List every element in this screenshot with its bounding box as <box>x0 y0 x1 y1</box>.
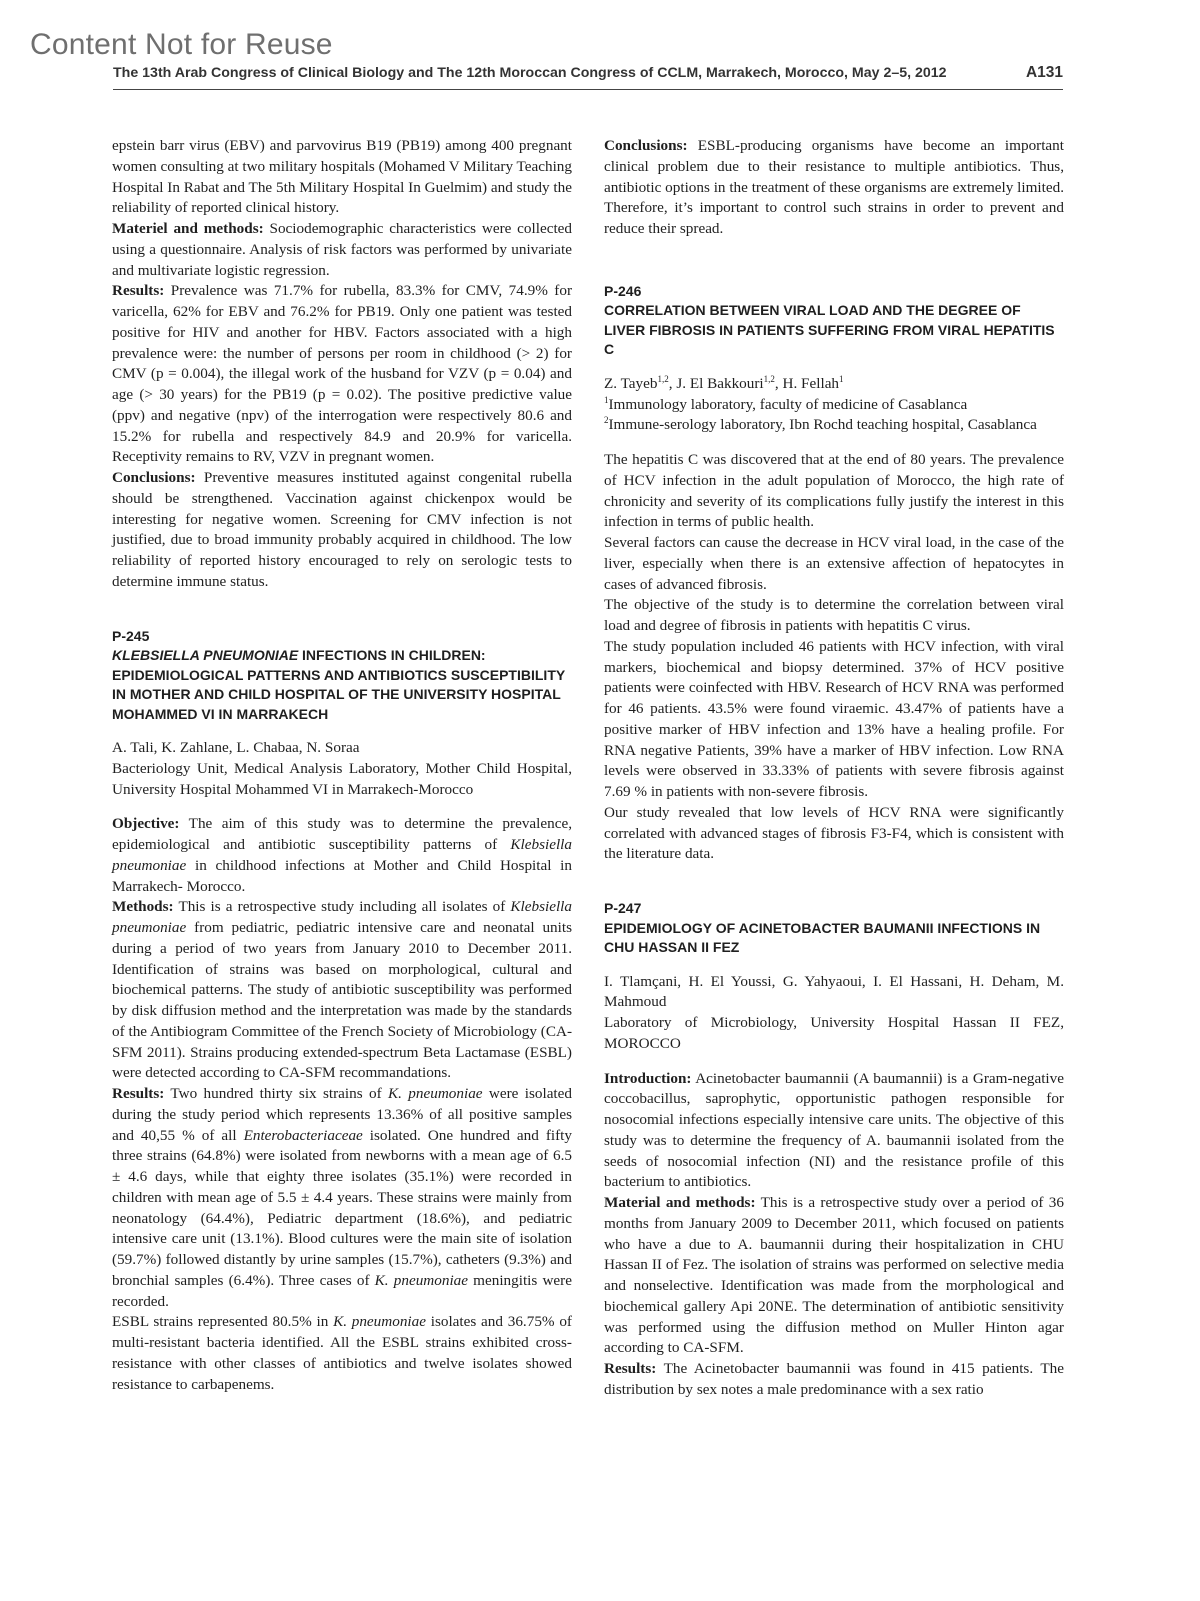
authors-p245: A. Tali, K. Zahlane, L. Chabaa, N. Soraa <box>112 739 360 756</box>
p245-methods <box>112 897 572 1084</box>
section-text: isolates and 36.75% of multi-resistant bacteria identified. All the ESBL strains exhibited cross-resistance with other classes of antibiotics and twelve isolates showed resistance to carbapenems. <box>112 1313 572 1393</box>
section-label: Objective: <box>112 815 180 833</box>
p246-paragraph-1: The hepatitis C was discovered that at the end of 80 years. The prevalence of HCV infection in the adult population of Morocco, the high rate of chronicity and severity of its complications fully justify the interest in this infection in terms of public health. <box>604 451 1064 531</box>
author-name: , J. El Bakkouri <box>668 374 764 392</box>
section-text: This is a retrospective study including all isolates of <box>178 898 511 916</box>
species-name: K. pneumoniae <box>388 1085 483 1102</box>
section-text: Two hundred thirty six strains of <box>170 1085 389 1102</box>
running-title: The 13th Arab Congress of Clinical Biology and The 12th Moroccan Congress of CCLM, Marrakech, Morocco, May 2–5, 2012 <box>113 65 947 81</box>
running-header <box>113 64 1063 82</box>
abstract-id-p245: P-245 <box>112 627 150 644</box>
section-label: Material and methods: <box>604 1194 756 1211</box>
abstract-title-p245 <box>112 646 572 724</box>
authors-p246 <box>604 374 1064 395</box>
section-text: This is a retrospective study over a period of 36 months from January 2009 to December 2011, which focused on patients who have a due to A. baumannii during their hospitalization in CHU Hassan II of Fez. The isolation of strains was performed on selective media and nonselective. Identification was made from the morphological and biochemical gallery Api 20NE. The determination of antibiotic sensitivity was performed using the diffusion method on Muller Hinton agar according to CA-SFM. <box>604 1194 1064 1357</box>
section-text: isolated. One hundred and fifty three strains (64.8%) were isolated from newborns with a mean age of 6.5 ± 4.6 days, while that eighty three isolates (35.1%) were recorded in children with mean age of 5.5 ± 4.4 years. These strains were mainly from neonatology (64.4%), Pediatric department (18.6%), and pediatric intensive care unit (13.1%). Blood cultures were the main site of isolation (59.7%) followed distantly by urine samples (15.7%), catheters (9.3%) and bronchial samples (6.4%). Three cases of <box>112 1126 572 1289</box>
left-column <box>112 136 572 1395</box>
abstract-title-p247: EPIDEMIOLOGY OF ACINETOBACTER BAUMANII INFECTIONS IN CHU HASSAN II FEZ <box>604 919 1041 955</box>
p245-esbl <box>112 1312 572 1395</box>
affiliation-text: Immunology laboratory, faculty of medicine of Casablanca <box>608 395 968 413</box>
section-text: meningitis were recorded. <box>112 1271 572 1310</box>
section-label: Conclusions: <box>112 469 196 486</box>
affiliation-marker: 1 <box>604 394 609 405</box>
section-text: The aim of this study was to determine the prevalence, epidemiological and antibiotic susceptibility patterns of <box>112 815 572 853</box>
authors-p247: I. Tlamçani, H. El Youssi, G. Yahyaoui, I. El Hassani, H. Deham, M. Mahmoud <box>604 972 1064 1011</box>
p246-paragraph-5: Our study revealed that low levels of HCV RNA were significantly correlated with advanced stages of fibrosis F3-F4, which is consistent with the literature data. <box>604 803 1064 863</box>
p246-paragraph-4: The study population included 46 patients with HCV infection, with viral markers, biochemical and biopsy determined. 37% of HCV positive patients were coinfected with HBV. Research of HCV RNA was performed for 46 patients. 43.5% were found viraemic. 43.47% of patients have a positive marker of HBV infection and 13% have a healing profile. For RNA negative Patients, 39% have a marker of HBV infection. Low RNA levels were observed in 33.33% of patients with severe fibrosis against 7.69 % in patients with non-severe fibrosis. <box>604 637 1064 800</box>
page-number: A131 <box>1025 64 1063 81</box>
section-text: Preventive measures instituted against congenital rubella should be strengthened. Vaccination against chickenpox would be interesting for negative women. Screening for CMV infection is not justified, due to broad immunity probably acquired in childhood. The low reliability of reported history encouraged to rely on serologic tests to determine immune status. <box>112 469 573 590</box>
section-text: Sociodemographic characteristics were collected using a questionnaire. Analysis of risk factors was performed by univariate and multivariate logistic regression. <box>112 220 572 279</box>
species-name: K. pneumoniae <box>333 1313 426 1331</box>
species-name: K. pneumoniae <box>374 1271 468 1289</box>
affiliation-marker: 1 <box>839 373 844 384</box>
species-name: Enterobacteriaceae <box>243 1126 363 1144</box>
section-text: Prevalence was 71.7% for rubella, 83.3% for CMV, 74.9% for varicella, 62% for EBV and 76.2% for PB19. Only one patient was tested positive for HIV and another for HBV. Factors associated with a high prevalence were: the number of persons per room in childhood (> 2) for CMV (p = 0.004), the illegal work of the husband for VZV (p = 0.04) and age (> 30 years) for the PB19 (p = 0.02). The positive predictive value (ppv) and negative (npv) of the interrogation were respectively 80.6 and 15.2% for rubella and respectively 84.9 and 20.9% for varicella. Receptivity remains to RV, VZV in pregnant women. <box>112 282 573 466</box>
affiliation-text: Immune-serology laboratory, Ibn Rochd teaching hospital, Casablanca <box>608 416 1037 434</box>
previous-abstract-methods <box>112 219 572 281</box>
p246-paragraph-2: Several factors can cause the decrease in HCV viral load, in the case of the liver, especially when there is an extensive affection of hepatocytes in cases of advanced fibrosis. <box>604 534 1064 593</box>
section-label: Conclusions: <box>604 137 688 154</box>
author-name: , H. Fellah <box>774 374 840 392</box>
p247-methods <box>604 1193 1064 1359</box>
section-text: ESBL-producing organisms have become an important clinical problem due to their resistance to multiple antibiotics. Thus, antibiotic options in the treatment of these organisms are extremely limited. Therefore, it’s important to control such strains in order to prevent and reduce their spread. <box>604 137 1064 237</box>
p246-paragraph-3: The objective of the study is to determine the correlation between viral load and degree of fibrosis in patients with hepatitis C virus. <box>604 596 1064 634</box>
affiliation-p247: Laboratory of Microbiology, University Hospital Hassan II FEZ, MOROCCO <box>604 1014 1064 1052</box>
watermark-text: Content Not for Reuse <box>30 28 333 61</box>
previous-abstract-results <box>112 281 572 468</box>
p245-results <box>112 1084 572 1312</box>
affiliation-p245: Bacteriology Unit, Medical Analysis Laboratory, Mother Child Hospital, University Hospital Mohammed VI in Marrakech-Morocco <box>112 759 572 798</box>
section-text: from pediatric, pediatric intensive care and neonatal units during a period of two years from January 2010 to December 2011. Identification of strains was based on morphological, cultural and biochemical patterns. The study of antibiotic susceptibility was performed by disk diffusion method and the interpretation was made by the standards of the Antibiogram Committee of the French Society of Microbiology (CA-SFM 2011). Strains producing extended-spectrum Beta Lactamase (ESBL) were detected according to CA-SFM recommandations. <box>112 919 572 1082</box>
title-italic: KLEBSIELLA PNEUMONIAE <box>112 647 299 663</box>
title-rest: INFECTIONS IN CHILDREN: EPIDEMIOLOGICAL PATTERNS AND ANTIBIOTICS SUSCEPTIBILITY IN MOTHER AND CHILD HOSPITAL OF THE UNIVERSITY HOSPITAL MOHAMMED VI IN MARRAKECH <box>112 647 565 722</box>
section-text: were isolated during the study period which represents 13.36% of all positive samples and 40,55 % of all <box>112 1085 572 1144</box>
affiliation-marker: 2 <box>604 415 609 426</box>
p245-conclusions <box>604 136 1064 240</box>
section-label: Introduction: <box>604 1069 692 1087</box>
affiliation-marker: 1,2 <box>763 373 775 384</box>
abstract-title-p246: CORRELATION BETWEEN VIRAL LOAD AND THE DEGREE OF LIVER FIBROSIS IN PATIENTS SUFFERING FROM VIRAL HEPATITIS C <box>604 302 1055 358</box>
section-label: Results: <box>112 1085 165 1102</box>
species-name: Klebsiella pneumoniae <box>112 836 572 874</box>
species-name: Klebsiella pneumoniae <box>112 898 572 936</box>
section-label: Materiel and methods: <box>112 220 264 237</box>
section-label: Methods: <box>112 898 174 916</box>
section-text: ESBL strains represented 80.5% in <box>112 1313 334 1331</box>
header-rule <box>113 89 1063 90</box>
section-label: Results: <box>604 1360 657 1377</box>
previous-abstract-intro: epstein barr virus (EBV) and parvovirus B19 (PB19) among 400 pregnant women consulting at two military hospitals (Mohamed V Military Teaching Hospital In Rabat and The 5th Military Hospital In Guelmim) and study the reliability of reported clinical history. <box>112 137 572 217</box>
p247-introduction <box>604 1069 1064 1194</box>
affiliation-1-p246 <box>604 395 1064 416</box>
right-column <box>604 136 1064 1401</box>
p247-results <box>604 1359 1064 1401</box>
affiliation-2-p246 <box>604 415 1064 436</box>
abstract-id-p246: P-246 <box>604 282 642 299</box>
abstract-id-p247: P-247 <box>604 900 642 916</box>
p245-objective <box>112 814 572 897</box>
section-label: Results: <box>112 282 165 300</box>
affiliation-marker: 1,2 <box>657 373 669 384</box>
section-text: Acinetobacter baumannii (A baumannii) is a Gram-negative coccobacillus, saprophytic, opportunistic pathogen responsible for nosocomial infections especially intensive care units. The objective of this study was to determine the frequency of A. baumannii isolated from the seeds of nosocomial infection (NI) and the resistance profile of this bacterium to antibiotics. <box>604 1069 1064 1191</box>
previous-abstract-conclusions <box>112 468 572 593</box>
section-text: The Acinetobacter baumannii was found in 415 patients. The distribution by sex notes a male predominance with a sex ratio <box>604 1360 1064 1398</box>
section-text: in childhood infections at Mother and Child Hospital in Marrakech- Morocco. <box>112 856 572 895</box>
author-name: Z. Tayeb <box>604 374 658 392</box>
